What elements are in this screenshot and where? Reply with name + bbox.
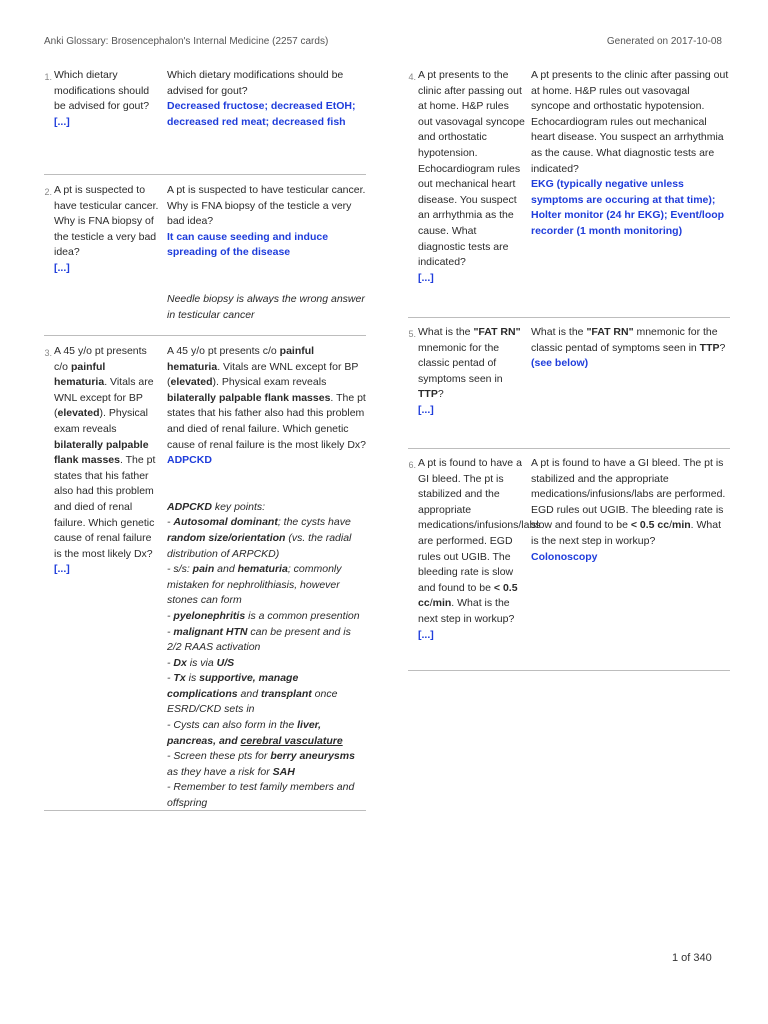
- cloze-marker: [...]: [54, 261, 70, 274]
- key-point: - Autosomal dominant; the cysts have random size/orientation (vs. the radial distribution of ARPCKD): [167, 516, 352, 560]
- card-question: [54, 183, 160, 277]
- key-points-title: ADPCKD key points:: [167, 500, 266, 513]
- card-number: 5.: [408, 329, 416, 339]
- key-point: - malignant HTN can be present and is 2/2 RAAS activation: [167, 625, 351, 654]
- answer-prompt-highlight: painful hematuria: [167, 345, 315, 373]
- key-point: - Dx is via U/S: [167, 656, 235, 669]
- question-text: /: [429, 597, 433, 610]
- question-text: ). Physical exam reveals: [54, 407, 148, 435]
- key-points: [167, 500, 367, 812]
- question-text: Which dietary modifications should be advised for gout?: [54, 69, 150, 113]
- page-number: 1 of 340: [672, 952, 712, 964]
- key-point: - Screen these pts for berry aneurysms as they have a risk for SAH: [167, 750, 355, 778]
- answer-prompt-highlight: min: [672, 519, 691, 532]
- card-question: [54, 344, 160, 578]
- key-point: - Cysts can also form in the liver, pancreas, and cerebral vasculature: [167, 719, 343, 747]
- cloze-marker: [...]: [418, 628, 434, 641]
- card-number: 6.: [408, 460, 416, 470]
- answer-prompt-highlight: TTP: [699, 341, 720, 354]
- card-answer: [531, 68, 731, 240]
- cloze-marker: [...]: [54, 115, 70, 128]
- question-text: mnemonic for the classic pentad of symptoms seen in: [418, 341, 503, 385]
- card-3: [44, 336, 366, 811]
- answer-prompt: A 45 y/o pt presents c/o: [167, 345, 280, 357]
- question-text: A pt is found to have a GI bleed. The pt is stabilized and the appropriate medications/infusions/labs are performed. EGD rules out UGIB. The bleeding rate is slow and found to be: [418, 457, 541, 594]
- question-highlight: elevated: [57, 407, 100, 420]
- answer-prompt-highlight: elevated: [170, 376, 213, 389]
- question-highlight: painful hematuria: [54, 360, 106, 389]
- question-text: . Vitals are WNL except for BP (: [54, 376, 154, 420]
- question-highlight: bilaterally palpable flank masses: [54, 438, 149, 467]
- card-2: [44, 175, 366, 336]
- answer-text: Decreased fructose; decreased EtOH; decreased red meat; decreased fish: [167, 100, 356, 128]
- card-number: 1.: [44, 72, 52, 82]
- card-number: 2.: [44, 187, 52, 197]
- card-answer: [167, 183, 367, 323]
- question-highlight: "FAT RN": [473, 326, 521, 338]
- generated-date: Generated on 2017-10-08: [606, 36, 722, 47]
- answer-prompt: /: [669, 519, 672, 532]
- card-6: [408, 449, 730, 671]
- answer-text: Colonoscopy: [531, 550, 598, 563]
- card-number: 4.: [408, 72, 416, 82]
- card-question: [418, 325, 526, 419]
- answer-prompt: A pt is found to have a GI bleed. The pt is stabilized and the appropriate medications/infusions/labs are performed. EGD rules out UGIB. The bleeding rate is slow and found to be: [531, 457, 726, 532]
- answer-prompt: A pt presents to the clinic after passing out at home. H&P rules out vasovagal syncope and orthostatic hypotension. Echocardiogram rules out mechanical heart disease. You suspect an arrhythmia as the cause. What diagnostic tests are indicated?: [531, 69, 729, 175]
- key-point: - Tx is supportive, manage complications and transplant once ESRD/CKD sets in: [167, 672, 338, 716]
- question-text: A 45 y/o pt presents c/o: [54, 345, 147, 373]
- answer-prompt: Which dietary modifications should be advised for gout?: [167, 69, 344, 97]
- answer-prompt: mnemonic for the classic pentad of symptoms seen in: [531, 326, 718, 354]
- answer-prompt: A pt is suspected to have testicular cancer. Why is FNA biopsy of the testicle a very bad idea?: [167, 184, 366, 228]
- answer-prompt: . What is the next step in workup?: [531, 519, 722, 547]
- question-highlight: < 0.5 cc: [418, 581, 518, 610]
- question-text: A pt presents to the clinic after passing out at home. H&P rules out vasovagal syncope and orthostatic hypotension. Echocardiogram rules out mechanical heart disease. You suspect an arrhythmia as the cause. What diagnostic tests are indicated?: [418, 69, 525, 269]
- question-text: What is the: [418, 326, 474, 338]
- answer-prompt-highlight: bilaterally palpable flank masses: [167, 391, 331, 404]
- question-text: . The pt states that his father also had this problem and died of renal failure. Which genetic cause of renal failure is the most likely Dx?: [54, 454, 156, 560]
- card-question: [418, 68, 526, 286]
- card-1: [44, 62, 366, 175]
- question-highlight: TTP: [418, 388, 438, 401]
- left-column: [44, 62, 366, 811]
- answer-prompt-highlight: < 0.5 cc: [630, 519, 670, 532]
- key-point: - pyelonephritis is a common presention: [167, 609, 360, 622]
- answer-text: It can cause seeding and induce spreading of the disease: [167, 230, 329, 259]
- answer-prompt: What is the: [531, 326, 587, 338]
- key-point: - s/s: pain and hematuria; commonly mistaken for nephrolithiasis, however stones can form: [167, 563, 342, 607]
- cloze-marker: [...]: [418, 271, 434, 284]
- card-answer: [531, 325, 731, 372]
- answer-prompt: ?: [719, 341, 726, 354]
- answer-prompt-highlight: "FAT RN": [586, 326, 634, 338]
- cloze-marker: [...]: [54, 563, 70, 576]
- answer-prompt: . Vitals are WNL except for BP (: [167, 360, 359, 389]
- card-question: [54, 68, 160, 130]
- document-title: Anki Glossary: Brosencephalon's Internal Medicine (2257 cards): [44, 36, 329, 47]
- answer-text: (see below): [531, 357, 589, 370]
- card-number: 3.: [44, 348, 52, 358]
- answer-text: EKG (typically negative unless symptoms are occuring at that time); Holter monitor (24 hr EKG); Event/loop recorder (1 month monitoring): [531, 178, 725, 237]
- card-answer: [167, 344, 367, 812]
- question-text: ?: [437, 388, 444, 401]
- card-answer: [531, 456, 731, 565]
- answer-text: ADPCKD: [167, 454, 212, 467]
- right-column: [408, 62, 730, 671]
- question-highlight: min: [432, 597, 452, 610]
- card-5: [408, 318, 730, 449]
- answer-prompt: ). Physical exam reveals: [212, 376, 327, 389]
- extra-note: Needle biopsy is always the wrong answer in testicular cancer: [167, 292, 365, 321]
- card-4: [408, 62, 730, 318]
- question-text: A pt is suspected to have testicular cancer. Why is FNA biopsy of the testicle a very bad idea?: [54, 184, 159, 259]
- card-question: [418, 456, 541, 643]
- question-text: . What is the next step in workup?: [418, 597, 515, 625]
- answer-prompt: . The pt states that his father also had this problem and died of renal failure. Which genetic cause of renal failure is the most likely Dx?: [167, 391, 367, 451]
- cloze-marker: [...]: [418, 403, 434, 416]
- card-answer: [167, 68, 367, 130]
- key-point: - Remember to test family members and offspring: [167, 781, 355, 810]
